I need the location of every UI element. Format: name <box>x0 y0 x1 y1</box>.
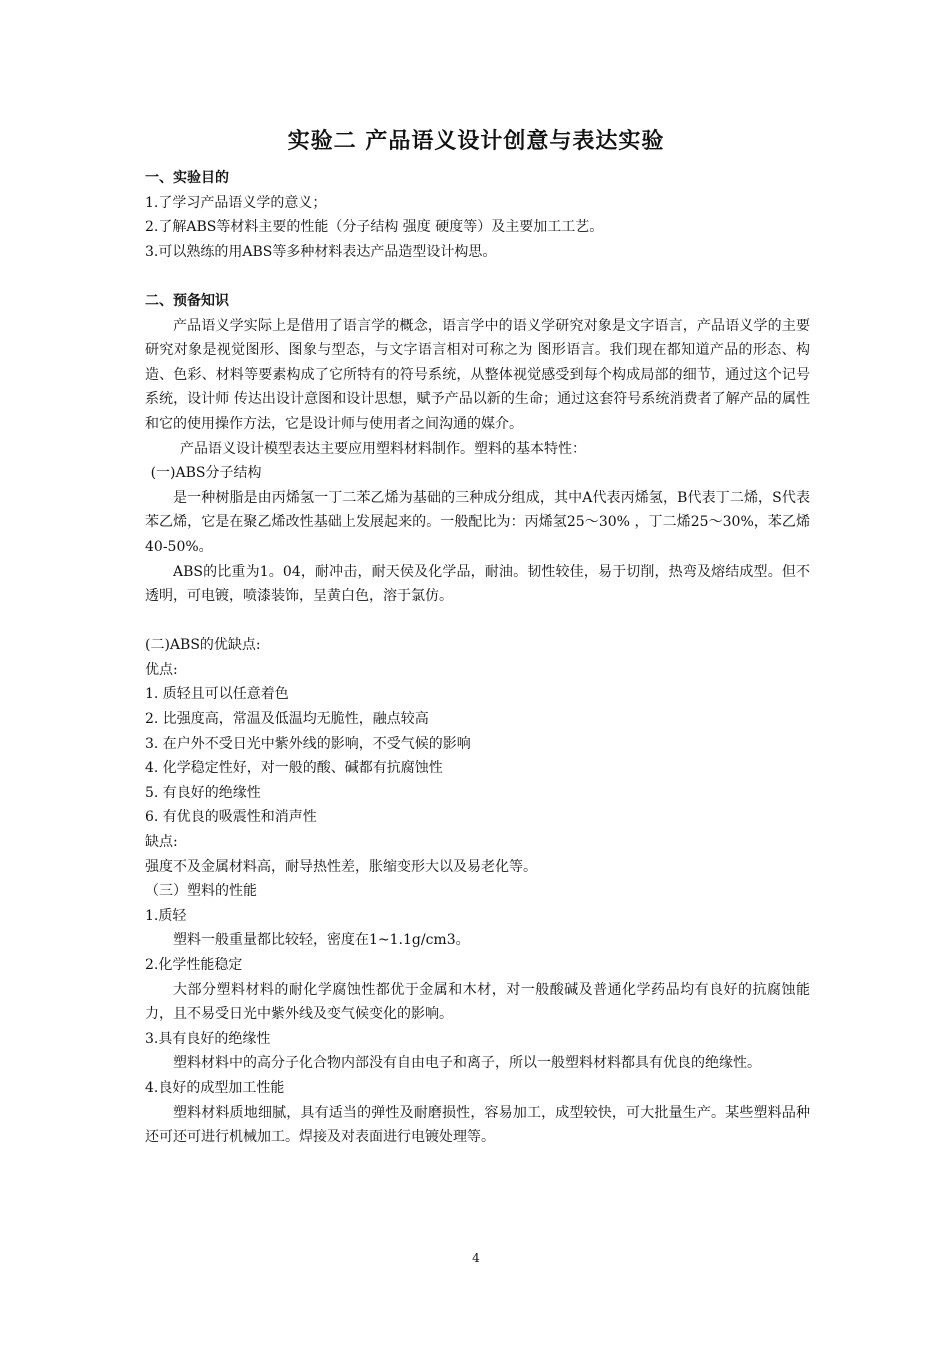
paragraph: 塑料材料质地细腻，具有适当的弹性及耐磨损性，容易加工，成型较快，可大批量生产。某些塑料品种还可还可进行机械加工。焊接及对表面进行电镀处理等。 <box>145 1104 810 1146</box>
cons-label: 缺点: <box>145 834 178 851</box>
page-number: 4 <box>472 1251 480 1265</box>
property-title: 2.化学性能稳定 <box>145 957 243 973</box>
purpose-item: 3.可以熟练的用ABS等多种材料表达产品造型设计构思。 <box>145 243 497 260</box>
list-item: 1. 质轻且可以任意着色 <box>145 686 289 703</box>
section-heading-purpose: 一、实验目的 <box>145 170 229 186</box>
paragraph: 产品语义学实际上是借用了语言学的概念，语言学中的语义学研究对象是文字语言，产品语义学的主要研究对象是视觉图形、图象与型态，与文字语言相对可称之为 图形语言。我们现在都知道产品的形态、构造、色彩、材料等要素构成了它所特有的符号系统，从整体视觉感受到每个构成局部的细节，通过这个记号系统，设计师 传达出设计意图和设计思想，赋予产品以新的生命；通过这套符号系统消费者了解产品的属性和它的使用操作方法，它是设计师与使用者之间沟通的媒介。 <box>145 317 810 432</box>
list-item: 5. 有良好的绝缘性 <box>145 784 261 801</box>
property-title: 3.具有良好的绝缘性 <box>145 1030 271 1047</box>
document-body <box>145 166 810 1150</box>
paragraph: 强度不及金属材料高，耐导热性差，胀缩变形大以及易老化等。 <box>145 858 537 875</box>
purpose-item: 1.了学习产品语义学的意义； <box>145 194 327 211</box>
paragraph: ABS的比重为1。04，耐冲击，耐天侯及化学品，耐油。韧性较佳，易于切削，热弯及熔结成型。但不透明，可电镀，喷漆装饰，呈黄白色，溶于氯仿。 <box>145 563 810 605</box>
paragraph: 塑料一般重量都比较轻，密度在1~1.1g/cm3。 <box>173 932 470 949</box>
purpose-item: 2.了解ABS等材料主要的性能（分子结构 强度 硬度等）及主要加工工艺。 <box>145 219 604 236</box>
section-heading-knowledge: 二、预备知识 <box>145 292 229 309</box>
paragraph: 大部分塑料材料的耐化学腐蚀性都优于金属和木材，对一般酸碱及普通化学药品均有良好的抗腐蚀能力，且不易受日光中紫外线及变气候变化的影响。 <box>145 981 810 1023</box>
paragraph: 产品语义设计模型表达主要应用塑料材料制作。塑料的基本特性： <box>180 440 586 457</box>
subsection-heading: (二)ABS的优缺点: <box>145 637 261 654</box>
subsection-heading: (一)ABS分子结构 <box>150 465 262 482</box>
paragraph: 是一种树脂是由丙烯氢一丁二苯乙烯为基础的三种成分组成，其中A代表丙烯氢，B代表丁二烯，S代表苯乙烯，它是在聚乙烯改性基础上发展起来的。一般配比为：丙烯氢25～30% ，丁二烯25～30%，苯乙烯40-50%。 <box>145 489 810 555</box>
spacer <box>145 264 810 289</box>
list-item: 4. 化学稳定性好，对一般的酸、碱都有抗腐蚀性 <box>145 760 443 777</box>
pros-label: 优点: <box>145 661 178 678</box>
list-item: 2. 比强度高，常温及低温均无脆性，融点较高 <box>145 711 429 728</box>
property-title: 1.质轻 <box>145 907 187 924</box>
paragraph: 塑料材料中的高分子化合物内部没有自由电子和离子，所以一般塑料材料都具有优良的绝缘性。 <box>173 1055 761 1072</box>
subsection-heading: （三）塑料的性能 <box>145 883 257 900</box>
list-item: 3. 在户外不受日光中紫外线的影响，不受气候的影响 <box>145 735 471 752</box>
spacer <box>145 609 810 634</box>
document-title: 实验二 产品语义设计创意与表达实验 <box>287 129 665 154</box>
property-title: 4.良好的成型加工性能 <box>145 1079 285 1096</box>
list-item: 6. 有优良的吸震性和消声性 <box>145 809 317 826</box>
